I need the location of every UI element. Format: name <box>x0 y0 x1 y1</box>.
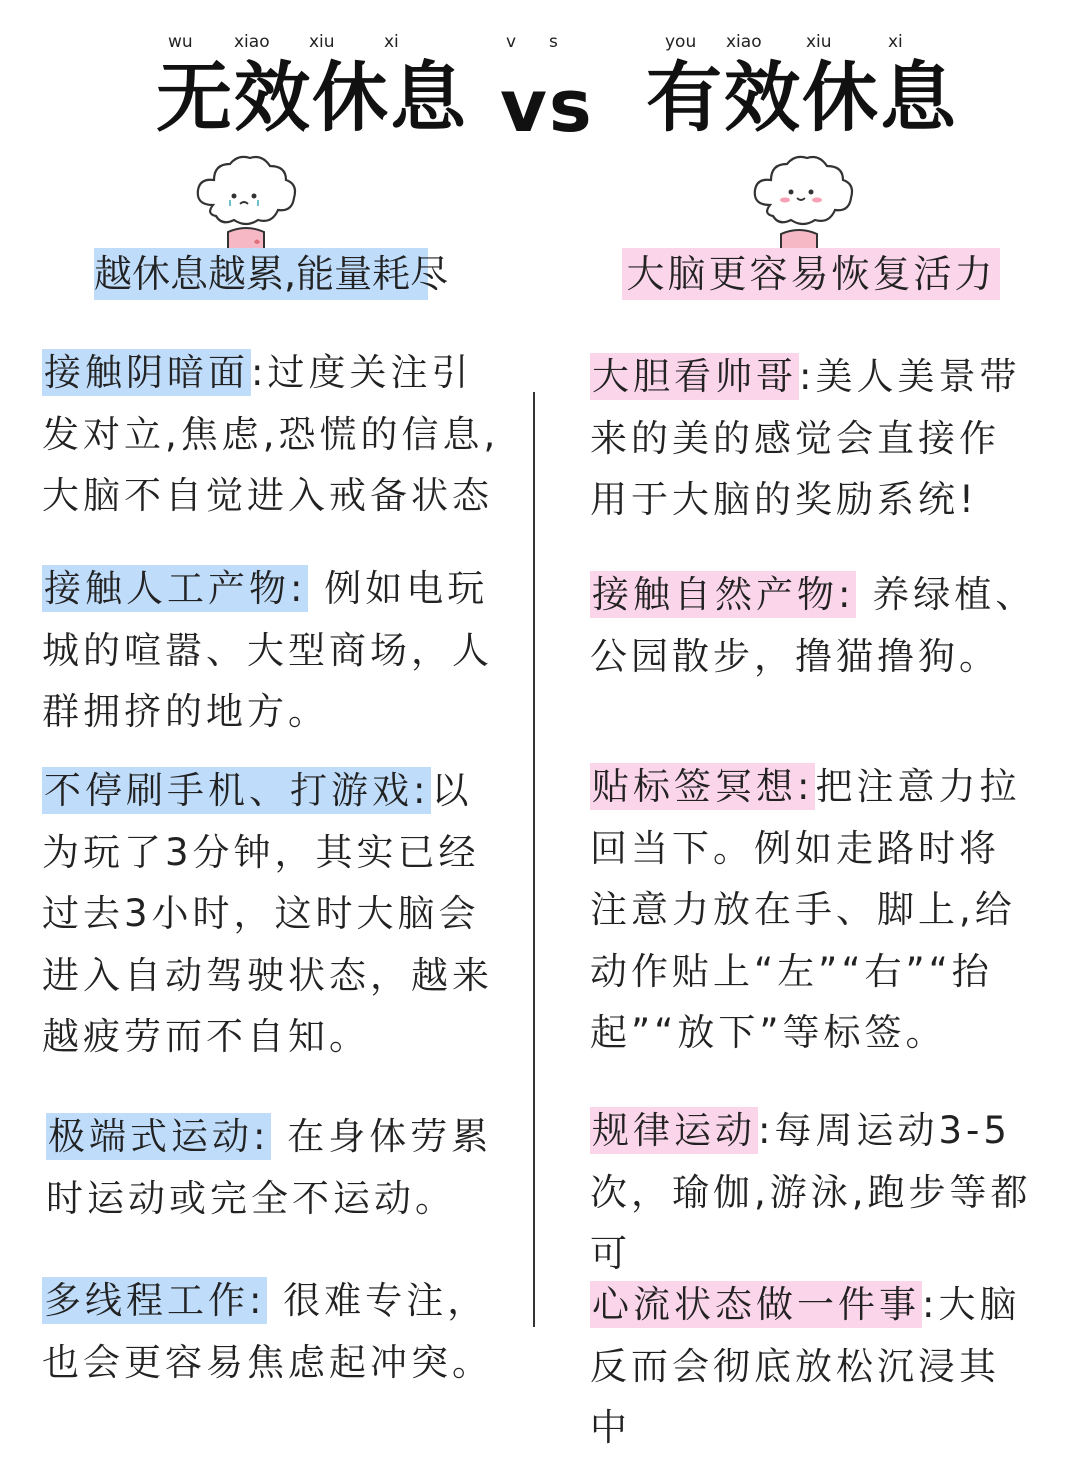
title-valid-rest: 有效休息 <box>646 53 958 142</box>
subtitle-left: 越休息越累,能量耗尽 <box>94 248 428 300</box>
right-item-4-heading: 规律运动 <box>592 1109 756 1152</box>
right-item-2 <box>590 564 1040 687</box>
left-item-4-text: 在身体劳累时运动或完全不运动。 <box>46 1115 493 1220</box>
right-item-3 <box>590 756 1040 1064</box>
left-item-1-heading: 接触阴暗面 <box>44 351 249 394</box>
right-item-1-text: :美人美景带来的美的感觉会直接作用于大脑的奖励系统! <box>590 355 1021 521</box>
pinyin-you: you <box>665 32 697 52</box>
pinyin-v: v <box>506 32 517 52</box>
blushing-cloud-mascot-icon <box>745 150 860 250</box>
pinyin-xi: xi <box>384 32 399 52</box>
right-item-3-text: 把注意力拉回当下。例如走路时将注意力放在手、脚上,给动作贴上“左”“右”“抬起”“放下”等标签。 <box>590 765 1021 1054</box>
left-item-3-heading: 不停刷手机、打游戏: <box>44 769 430 812</box>
pinyin-xiao-right: xiao <box>726 32 762 52</box>
pinyin-xiu-right: xiu <box>806 32 832 52</box>
right-item-4-text: :每周运动3-5次，瑜伽,游泳,跑步等都可 <box>590 1109 1032 1275</box>
right-item-2-text: 养绿植、公园散步，撸猫撸狗。 <box>590 573 1037 678</box>
left-item-5-text: 很难专注，也会更容易焦虑起冲突。 <box>42 1279 493 1384</box>
left-item-5 <box>42 1270 508 1393</box>
left-item-2-heading: 接触人工产物: <box>44 567 307 610</box>
right-item-5-text: :大脑反而会彻底放松沉浸其中 <box>590 1283 1021 1449</box>
pinyin-xi-right: xi <box>888 32 903 52</box>
crying-cloud-mascot-icon <box>188 150 303 250</box>
left-item-2-text: 例如电玩城的喧嚣、大型商场，人群拥挤的地方。 <box>42 567 493 733</box>
right-item-5-heading: 心流状态做一件事 <box>592 1283 920 1326</box>
right-item-2-heading: 接触自然产物: <box>592 573 855 616</box>
subtitle-right: 大脑更容易恢复活力 <box>622 248 1000 300</box>
pinyin-xiao: xiao <box>234 32 270 52</box>
pinyin-s: s <box>549 32 558 52</box>
title-vs: vs <box>500 64 594 148</box>
column-divider <box>533 392 535 1327</box>
right-item-4 <box>590 1100 1040 1285</box>
left-item-5-heading: 多线程工作: <box>44 1279 266 1322</box>
left-item-4 <box>46 1106 512 1229</box>
left-item-3 <box>42 760 508 1068</box>
pinyin-xiu: xiu <box>309 32 335 52</box>
right-item-1 <box>590 346 1040 531</box>
left-item-1 <box>42 342 508 527</box>
right-item-5 <box>590 1274 1040 1459</box>
title-invalid-rest: 无效休息 <box>156 53 468 142</box>
left-item-2 <box>42 558 508 743</box>
right-item-3-heading: 贴标签冥想: <box>592 765 814 808</box>
left-item-4-heading: 极端式运动: <box>48 1115 270 1158</box>
pinyin-wu: wu <box>168 32 193 52</box>
left-item-3-text: 以为玩了3分钟，其实已经过去3小时，这时大脑会进入自动驾驶状态，越来越疲劳而不自知。 <box>42 769 493 1058</box>
left-item-1-text: :过度关注引发对立,焦虑,恐慌的信息,大脑不自觉进入戒备状态 <box>42 351 500 517</box>
right-item-1-heading: 大胆看帅哥 <box>592 355 797 398</box>
